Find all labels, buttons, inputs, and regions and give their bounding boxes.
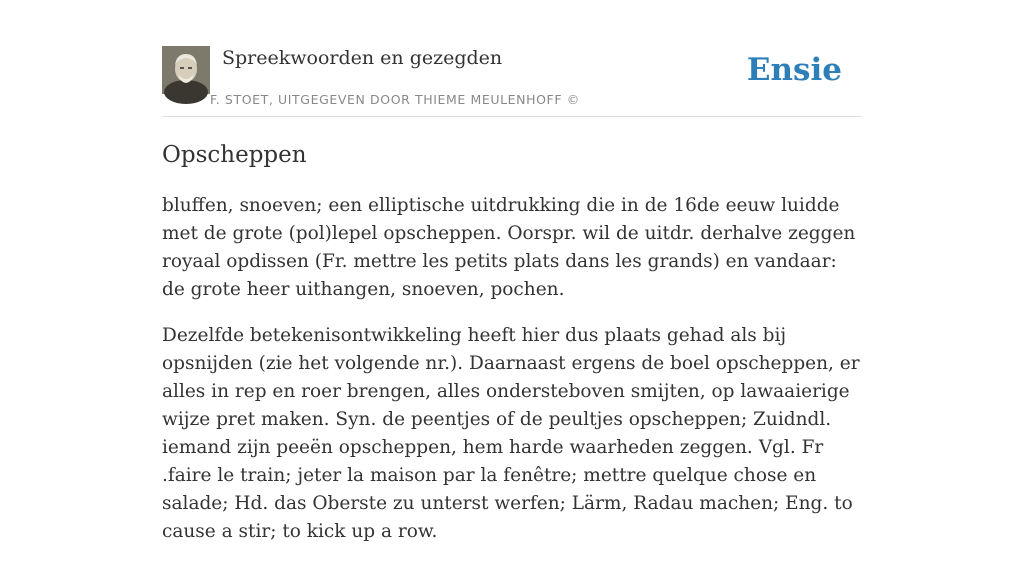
entry-paragraph: bluffen, snoeven; een elliptische uitdrukking die in de 16de eeuw luidde met de grote (pol)lepel opscheppen. Oorspr. wil de uitdr. derhalve zeggen royaal opdissen (Fr. mettre les petits plats dans les grands) en vandaar: de grote heer uithangen, snoeven, pochen. <box>162 195 856 300</box>
entry-paragraph: Dezelfde betekenisontwikkeling heeft hier dus plaats gehad als bij opsnijden (zie het volgende nr.). Daarnaast ergens de boel opscheppen, er alles in rep en roer brengen, alles ondersteboven smijten, op lawaaierige wijze pret maken. Syn. de peentjes of de peultjes opscheppen; Zuidndl. iemand zijn peeën opscheppen, hem harde waarheden zeggen. Vgl. Fr .faire le train; jeter la maison par la fenêtre; mettre quelque chose en salade; Hd. das Oberste zu unterst werfen; Lärm, Radau machen; Eng. to cause a stir; to kick up a row. <box>162 325 860 542</box>
entry-headword: Opscheppen <box>162 142 307 168</box>
author-portrait-icon <box>162 46 210 94</box>
source-meta: F. STOET, UITGEGEVEN DOOR THIEME MEULENHOFF © <box>210 92 580 107</box>
source-title[interactable]: Spreekwoorden en gezegden <box>222 47 503 69</box>
source-header <box>162 46 862 117</box>
brand-logo-link[interactable]: Ensie <box>746 52 842 88</box>
entry-body <box>162 192 862 564</box>
author-avatar <box>162 46 210 94</box>
